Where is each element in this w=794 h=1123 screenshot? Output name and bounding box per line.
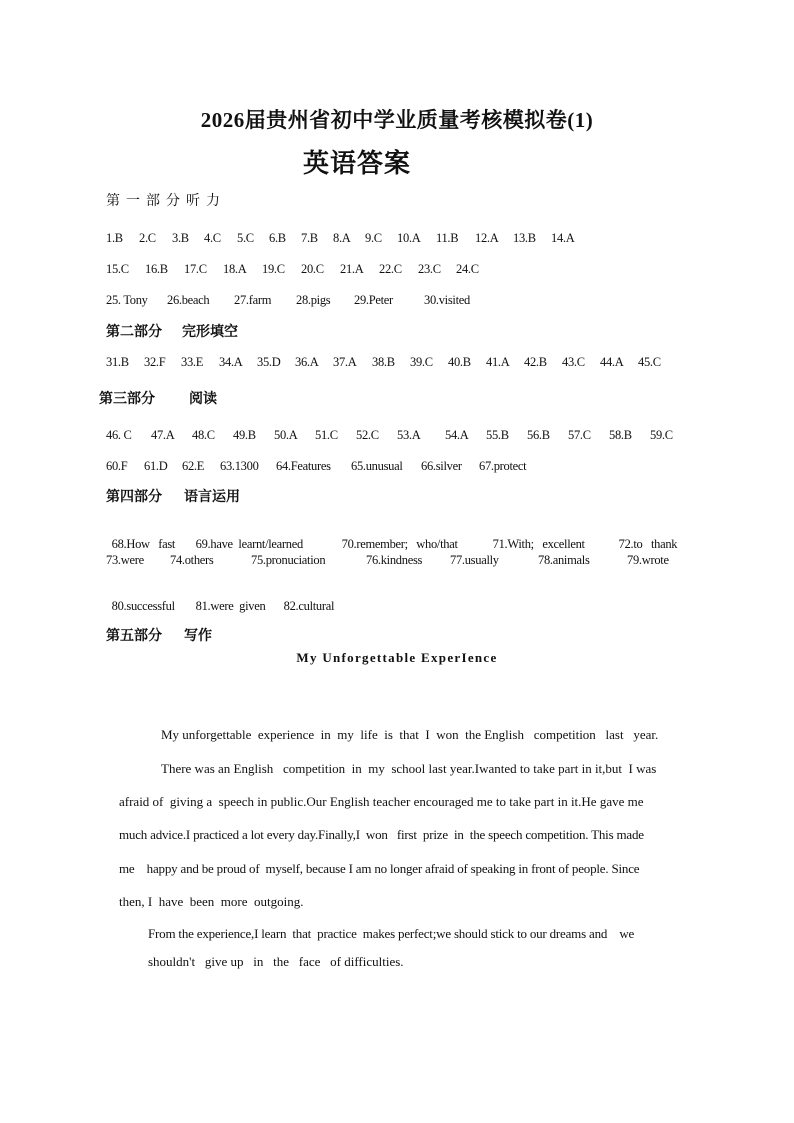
answer: 34.A bbox=[219, 355, 243, 369]
answer: 19.C bbox=[262, 262, 285, 276]
answer: 8.A bbox=[333, 231, 351, 245]
answer: 82.cultural bbox=[283, 599, 335, 613]
answer: 15.C bbox=[106, 262, 129, 276]
answer: 31.B bbox=[106, 355, 129, 369]
answer: 20.C bbox=[301, 262, 324, 276]
essay-line: My unforgettable experience in my life is that I won the English competition last year. bbox=[161, 727, 659, 742]
answer: 21.A bbox=[340, 262, 364, 276]
answer: 5.C bbox=[237, 231, 254, 245]
answer: 67.protect bbox=[479, 459, 527, 473]
part5-heading bbox=[106, 625, 212, 645]
answer: 44.A bbox=[600, 355, 624, 369]
answer: 75.pronuciation bbox=[251, 553, 326, 567]
answer: 6.B bbox=[269, 231, 286, 245]
answer: 46. C bbox=[106, 428, 132, 442]
answer: 12.A bbox=[475, 231, 499, 245]
answer: 1.B bbox=[106, 231, 123, 245]
part3-heading bbox=[99, 388, 217, 408]
answer: 10.A bbox=[397, 231, 421, 245]
answer: 43.C bbox=[562, 355, 585, 369]
answer: 50.A bbox=[274, 428, 298, 442]
answer: 58.B bbox=[609, 428, 632, 442]
answer: 53.A bbox=[397, 428, 421, 442]
answer: 73.were bbox=[106, 553, 144, 567]
essay-line: much advice.I practiced a lot every day.Finally,I won first prize in the speech competition. This made bbox=[119, 827, 644, 842]
document-subtitle: 英语答案 bbox=[303, 149, 412, 178]
answer: 24.C bbox=[456, 262, 479, 276]
part4-answers-row1 bbox=[106, 522, 677, 552]
answer: 29.Peter bbox=[354, 293, 393, 307]
answer: 37.A bbox=[333, 355, 357, 369]
document-title: 2026届贵州省初中学业质量考核模拟卷(1) bbox=[200, 108, 594, 132]
answer: 40.B bbox=[448, 355, 471, 369]
answer: 72.to thank bbox=[618, 537, 678, 551]
part5-heading-label: 第五部分 bbox=[106, 629, 162, 644]
essay-line: afraid of giving a speech in public.Our English teacher encouraged me to take part in it.He gave me bbox=[119, 794, 644, 809]
answer: 27.farm bbox=[234, 293, 272, 307]
answer: 62.E bbox=[182, 459, 205, 473]
answer: 18.A bbox=[223, 262, 247, 276]
part4-answers-row2 bbox=[106, 553, 669, 568]
answer: 51.C bbox=[315, 428, 338, 442]
answer: 60.F bbox=[106, 459, 128, 473]
part4-heading-sub: 语言运用 bbox=[184, 490, 240, 505]
part2-heading-sub: 完形填空 bbox=[182, 325, 238, 340]
part2-heading bbox=[106, 321, 238, 341]
answer: 74.others bbox=[170, 553, 214, 567]
part2-answers-row1 bbox=[106, 355, 661, 370]
part3-answers-row2 bbox=[106, 459, 526, 474]
answer: 57.C bbox=[568, 428, 591, 442]
essay-line: From the experience,I learn that practice makes perfect;we should stick to our dreams and we bbox=[148, 926, 635, 941]
answer: 76.kindness bbox=[366, 553, 423, 567]
answer: 80.successful bbox=[111, 599, 175, 613]
part4-heading bbox=[106, 486, 240, 506]
part3-answers-row1 bbox=[106, 428, 673, 443]
answer: 63.1300 bbox=[220, 459, 259, 473]
answer: 55.B bbox=[486, 428, 509, 442]
answer: 38.B bbox=[372, 355, 395, 369]
part1-heading: 第一部分听力 bbox=[106, 194, 226, 209]
part3-heading-sub: 阅读 bbox=[189, 392, 217, 407]
answer: 30.visited bbox=[424, 293, 470, 307]
answer: 64.Features bbox=[276, 459, 331, 473]
answer: 35.D bbox=[257, 355, 281, 369]
answer: 2.C bbox=[139, 231, 156, 245]
answer: 68.How fast bbox=[111, 537, 176, 551]
answer: 4.C bbox=[204, 231, 221, 245]
answer: 16.B bbox=[145, 262, 168, 276]
answer: 78.animals bbox=[538, 553, 590, 567]
answer: 14.A bbox=[551, 231, 575, 245]
answer: 36.A bbox=[295, 355, 319, 369]
essay-line: me happy and be proud of myself, because I am no longer afraid of speaking in front of people. Since bbox=[119, 861, 640, 876]
answer: 77.usually bbox=[450, 553, 499, 567]
answer: 71.With; excellent bbox=[492, 537, 585, 551]
answer: 23.C bbox=[418, 262, 441, 276]
essay-line: then, I have been more outgoing. bbox=[119, 894, 304, 909]
answer: 69.have learnt/learned bbox=[195, 537, 303, 551]
answer: 47.A bbox=[151, 428, 175, 442]
answer: 65.unusual bbox=[351, 459, 403, 473]
answer: 45.C bbox=[638, 355, 661, 369]
answer: 7.B bbox=[301, 231, 318, 245]
answer: 32.F bbox=[144, 355, 166, 369]
answer: 66.silver bbox=[421, 459, 462, 473]
answer: 9.C bbox=[365, 231, 382, 245]
answer: 52.C bbox=[356, 428, 379, 442]
answer: 79.wrote bbox=[627, 553, 669, 567]
part3-heading-label: 第三部分 bbox=[99, 392, 155, 407]
essay-title: My Unforgettable ExperIence bbox=[296, 650, 498, 665]
part2-heading-label: 第二部分 bbox=[106, 325, 162, 340]
answer: 25. Tony bbox=[106, 293, 148, 307]
answer: 54.A bbox=[445, 428, 469, 442]
answer: 17.C bbox=[184, 262, 207, 276]
answer: 59.C bbox=[650, 428, 673, 442]
part4-heading-label: 第四部分 bbox=[106, 490, 162, 505]
part4-answers-row3 bbox=[106, 584, 334, 614]
answer: 26.beach bbox=[167, 293, 210, 307]
essay-line: shouldn't give up in the face of difficulties. bbox=[148, 954, 404, 969]
answer: 56.B bbox=[527, 428, 550, 442]
part5-heading-sub: 写作 bbox=[184, 629, 212, 644]
answer: 13.B bbox=[513, 231, 536, 245]
answer: 70.remember; who/that bbox=[341, 537, 458, 551]
answer: 28.pigs bbox=[296, 293, 331, 307]
answer: 39.C bbox=[410, 355, 433, 369]
answer: 81.were given bbox=[195, 599, 266, 613]
answer: 48.C bbox=[192, 428, 215, 442]
part1-answers-row2 bbox=[106, 262, 479, 277]
answer: 49.B bbox=[233, 428, 256, 442]
answer: 41.A bbox=[486, 355, 510, 369]
answer: 3.B bbox=[172, 231, 189, 245]
essay-line: There was an English competition in my school last year.Iwanted to take part in it,but I was bbox=[161, 761, 657, 776]
answer: 33.E bbox=[181, 355, 204, 369]
answer: 22.C bbox=[379, 262, 402, 276]
part1-answers-row3 bbox=[106, 293, 470, 308]
part1-answers-row1 bbox=[106, 231, 574, 246]
answer: 11.B bbox=[436, 231, 459, 245]
answer: 61.D bbox=[144, 459, 168, 473]
answer: 42.B bbox=[524, 355, 547, 369]
